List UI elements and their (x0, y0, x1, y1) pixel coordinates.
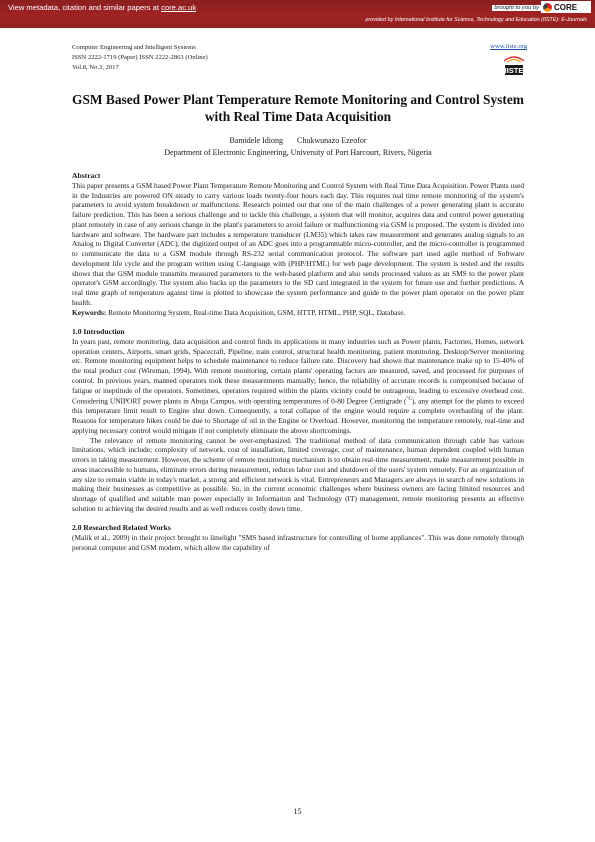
related-paragraph-1: (Malik et al., 2009) in their project brought to limelight "SMS based infrastructure for controlling of home appliances". This was done remotely through personal computer and GSM modem, which allow the capability of (72, 533, 524, 552)
journal-name: Computer Engineering and Intelligent Systems (72, 44, 196, 51)
abstract-heading: Abstract (72, 171, 101, 180)
iiste-logo-icon (502, 55, 526, 77)
intro-heading: 1.0 Introduction (72, 327, 125, 336)
author-name: Chukwunazo Ezeofor (297, 136, 367, 145)
page-number: 15 (293, 807, 302, 816)
provided-by-link[interactable]: provided by International Institute for Science, Technology and Education (IISTE): E-Journals (365, 17, 587, 23)
author-name: Bamidele Idiong (229, 136, 283, 145)
intro-paragraph-1 (72, 337, 524, 436)
keywords-line (72, 308, 524, 318)
abstract-text: This paper presents a GSM based Power Plant Temperature Remote Monitoring and Control System with Real Time Data Acquisition. Power Plants used in the Industries are powered ON steady to carry various loads twenty-four hours each day. This requires real time remote monitoring of the system's parameters to avoid system breakdown or malfunctions. Research pointed out that one of the main challenges of a power generating plant is accurate failure prediction. This has been a serious challenge and to tackle this challenge, a system that will monitor, acquires data and control power generating plant remotely in case of any serious change in the plant's parameters to avoid failure or malfunctioning via GSM is proposed. The system is divided into hardware and software. The hardware part includes a temperature transducer (LM35) which takes raw measurement and generates analog signals to an Analog to Digital Converter (ADC), the digitized output of an ADC goes into a programmable micro-controller, and the micro-controller is programmed to communicate the data to a GSM module through RS-232 serial communication protocol. The software part used agile method of Software development life cycle and the program written using C-language with (PHP/HTML) for web page development. The system is tested and the results shows that the GSM module transmits measured parameters to the web-based platform and also sends processed values as an SMS to the power plant operator's GSM accordingly. The system also backs up the parameters to the SD card integrated in the system for future use and further predictions. A real time graph of temperature against time is plotted to showcase the system performance and guide to the power plant operator on the power plant health. (72, 180, 524, 307)
journal-volume: Vol.8, No.3, 2017 (72, 64, 119, 71)
core-icon (543, 3, 552, 12)
intro-p1-part-b: ), any attempt for the plants to exceed this temperature limit result to Engine shut down. Consequently, a total collapse of the engine would require a complete overhauling of the plant. Reasons for temperature hikes could be due to Shortage of oil in the Engine or Overload. However, monitoring the temperature remotely, real-time and applying necessary control would mitigate if not completely eliminate the above shortcomings. (72, 396, 524, 435)
keywords-label: Keywords: (72, 307, 107, 317)
author-list (62, 136, 534, 146)
intro-p1-part-a: In years past, remote monitoring, data acquisition and control finds its applications in many industries such as Power plants, Factories, Homes, network operation centers, Airports, smart grids, Spacecraft, Pipeline, train control, structural health monitoring, patient monitoring, Desktop/Server monitoring etc. Remote monitoring equipment helps to schedule maintenance to reduce failure rate. Discovery had shown that maintenance make up to 15-40% of the total product cost (Wireman, 1994). With remote monitoring, certain plants' operating factors are measured, saved, and processed for purposes of control. In previous years, manned operators took these measurements manually; hence, the reliability of accurate records is compromised because of fatigue or ineptitude of the operators. Sometimes, operators required within the plants vicinity could be outrageous, leading to excessive overhead cost. Considering UNIPORT power plants in Abuja Campus, with operating temperatures of 0-80 Degree Centigrade ( (72, 336, 524, 406)
website-link[interactable]: www.iiste.org (490, 43, 527, 50)
keywords-text: Remote Monitoring System, Real-time Data Acquisition, GSM, HTTP, HTML, PHP, SQL, Database. (108, 307, 406, 317)
core-label: CORE (554, 2, 578, 12)
paper-body (72, 171, 524, 553)
core-banner (0, 0, 595, 28)
degree-symbol: °C (406, 397, 412, 403)
metadata-link[interactable] (8, 3, 196, 12)
brought-to-you-label: brought to you by (494, 5, 539, 11)
iiste-logo-text: IISTE (504, 66, 524, 75)
intro-paragraph-2: The relevance of remote monitoring cannot be over-emphasized. The traditional method of data communication through cable has various limitations, which include; complexity of network, cost of installation, limited coverage, cost of maintenance, human dependent coupled with human errors in taking measurement. However, the scheme of remote monitoring mechanism is to obtain real-time measurement, make measurement possible in areas inaccessible to humans, eliminate errors during measurement, reduces labor cost and shutdown of the users' system remotely. For an organization of any size to remain viable in today's market, a strong and efficient network is vital. Entrepreneurs and Managers are always in search of new solutions in making their businesses as competitive as possible. So, in the current economic challenges where business owners are facing limited resources and shortage of qualified and suitable man power especially in Information and Technology (IT) management, remote monitoring presents an effective solution to achieving the desired results and as well reduces costly down time. (72, 435, 524, 513)
core-ac-uk-link[interactable]: core.ac.uk (161, 3, 197, 12)
journal-header (72, 43, 527, 73)
paper-title: GSM Based Power Plant Temperature Remote Monitoring and Control System with Real Time Data Acquisition (72, 92, 524, 124)
journal-issn: ISSN 2222-1719 (Paper) ISSN 2222-2863 (Online) (72, 54, 208, 61)
metadata-prefix: View metadata, citation and similar papers at (8, 3, 162, 12)
core-logo[interactable] (541, 1, 591, 13)
author-affiliation: Department of Electronic Engineering, University of Port Harcourt, Rivers, Nigeria (164, 148, 432, 157)
related-heading: 2.0 Researched Related Works (72, 523, 171, 533)
